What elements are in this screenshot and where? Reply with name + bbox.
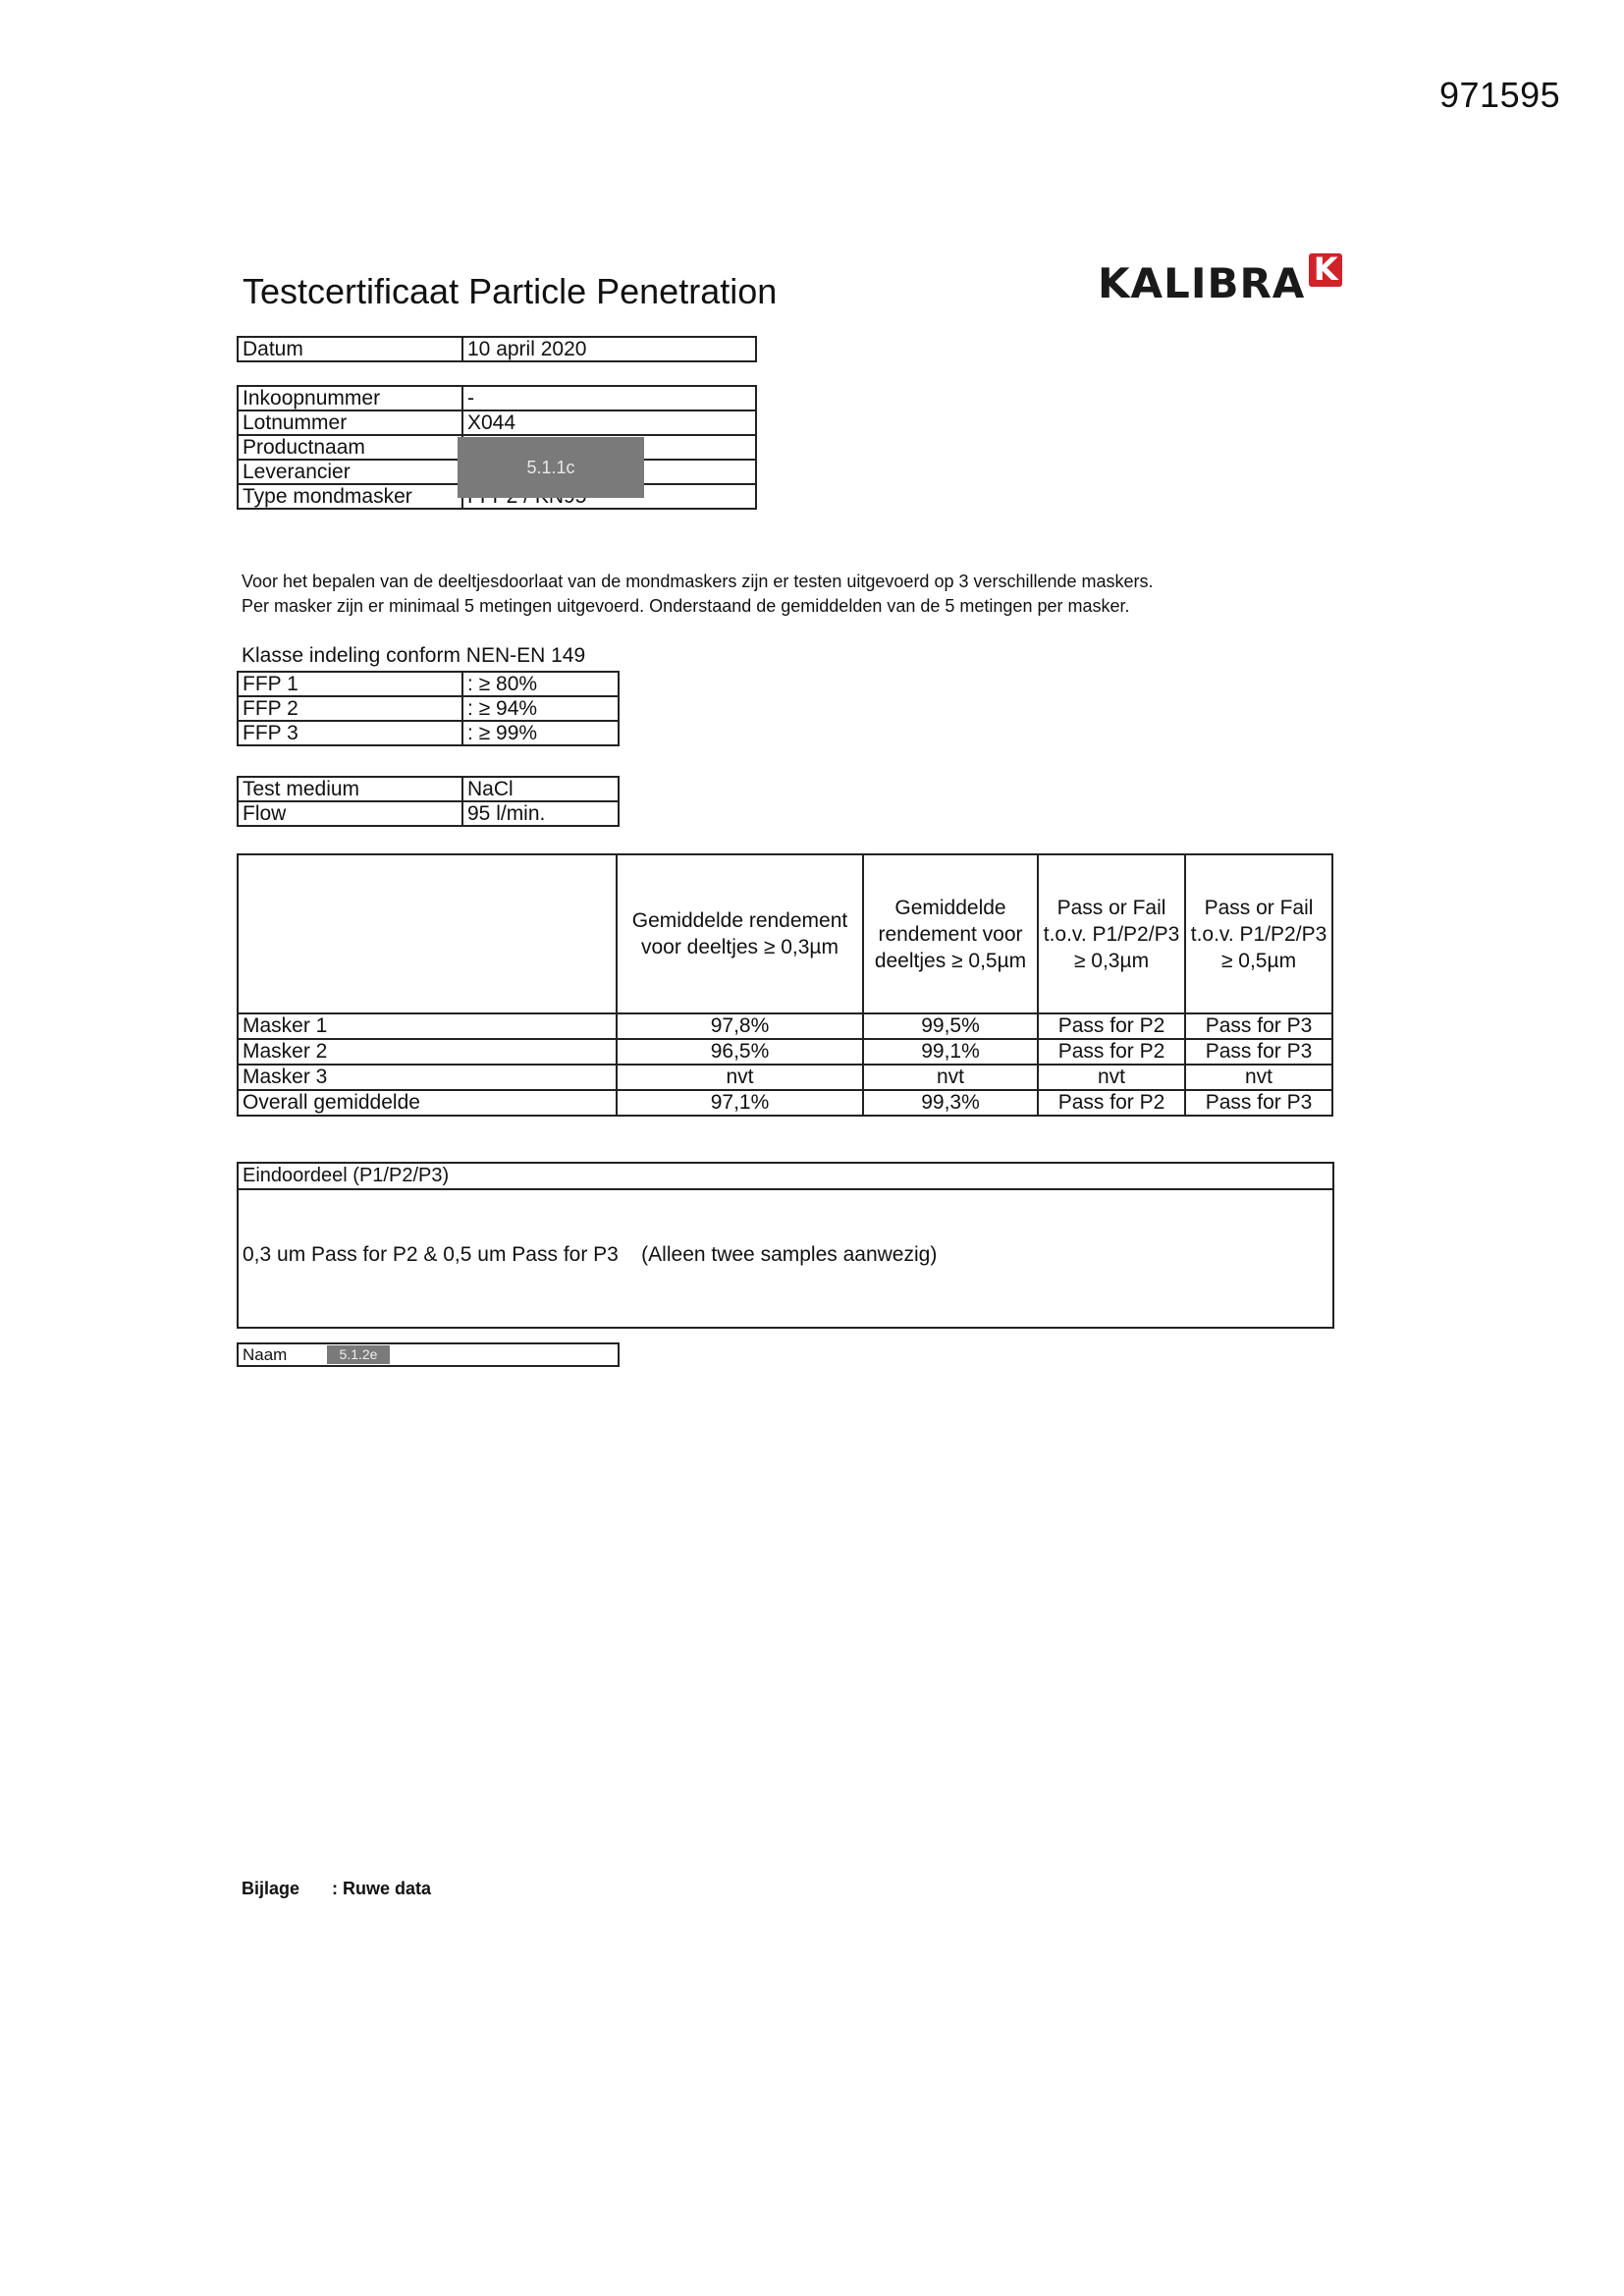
cell-pass-05: nvt xyxy=(1185,1065,1332,1090)
logo-text: KALIBRA xyxy=(1098,259,1306,307)
row-label: Masker 1 xyxy=(238,1013,617,1039)
condition-value: 95 l/min. xyxy=(462,801,619,826)
intro-line-1: Voor het bepalen van de deeltjesdoorlaat van de mondmaskers zijn er testen uitgevoerd op 3 verschillende maskers. xyxy=(242,572,1154,591)
product-info-label: Lotnummer xyxy=(238,410,462,435)
datum-label: Datum xyxy=(238,337,462,361)
cell-pass-05: Pass for P3 xyxy=(1185,1090,1332,1116)
results-header-pass-03: Pass or Fail t.o.v. P1/P2/P3 ≥ 0,3µm xyxy=(1038,854,1185,1013)
klasse-class: FFP 3 xyxy=(238,721,462,745)
product-info-value: X044 xyxy=(462,410,756,435)
results-header-row xyxy=(238,854,1332,1013)
results-header-05: Gemiddelde rendement voor deeltjes ≥ 0,5µm xyxy=(863,854,1038,1013)
cell-pass-03: Pass for P2 xyxy=(1038,1013,1185,1039)
cell-pass-05: Pass for P3 xyxy=(1185,1013,1332,1039)
naam-redaction: 5.1.2e xyxy=(327,1345,390,1364)
klasse-class: FFP 2 xyxy=(238,696,462,721)
row-label: Overall gemiddelde xyxy=(238,1090,617,1116)
klasse-threshold: : ≥ 99% xyxy=(462,721,619,745)
k-logo-icon xyxy=(1309,250,1342,288)
bijlage-value: : Ruwe data xyxy=(332,1879,432,1898)
redaction-box: 5.1.1c xyxy=(458,437,644,498)
cell-eff-03: 97,1% xyxy=(617,1090,863,1116)
table-row xyxy=(238,1013,1332,1039)
row-label: Masker 2 xyxy=(238,1039,617,1065)
condition-label: Test medium xyxy=(238,777,462,801)
cell-pass-03: nvt xyxy=(1038,1065,1185,1090)
table-row xyxy=(238,801,619,826)
results-header-empty xyxy=(238,854,617,1013)
row-label: Masker 3 xyxy=(238,1065,617,1090)
results-header-pass-05: Pass or Fail t.o.v. P1/P2/P3 ≥ 0,5µm xyxy=(1185,854,1332,1013)
document-number: 971595 xyxy=(1439,75,1561,115)
condition-value: NaCl xyxy=(462,777,619,801)
datum-table xyxy=(237,336,757,362)
cell-eff-05: 99,5% xyxy=(863,1013,1038,1039)
cell-eff-05: 99,3% xyxy=(863,1090,1038,1116)
table-row xyxy=(238,1090,1332,1116)
table-row xyxy=(238,386,756,410)
product-info-label: Inkoopnummer xyxy=(238,386,462,410)
cell-eff-05: 99,1% xyxy=(863,1039,1038,1065)
eindoordeel-label: Eindoordeel (P1/P2/P3) xyxy=(239,1164,1332,1190)
cell-eff-03: 97,8% xyxy=(617,1013,863,1039)
logo-mark: K xyxy=(1313,250,1338,288)
table-row xyxy=(238,721,619,745)
table-row xyxy=(238,1039,1332,1065)
naam-field xyxy=(237,1342,620,1367)
condition-label: Flow xyxy=(238,801,462,826)
klasse-threshold: : ≥ 94% xyxy=(462,696,619,721)
klasse-label: Klasse indeling conform NEN-EN 149 xyxy=(242,644,586,667)
table-row xyxy=(238,696,619,721)
product-info-value: - xyxy=(462,386,756,410)
klasse-class: FFP 1 xyxy=(238,672,462,696)
bijlage-label: Bijlage xyxy=(242,1879,300,1898)
cell-pass-03: Pass for P2 xyxy=(1038,1090,1185,1116)
results-table xyxy=(237,853,1333,1117)
table-row xyxy=(238,410,756,435)
naam-label: Naam xyxy=(243,1345,288,1364)
datum-row xyxy=(238,337,756,361)
eindoordeel-text: 0,3 um Pass for P2 & 0,5 um Pass for P3 (Alleen twee samples aanwezig) xyxy=(243,1243,938,1266)
klasse-threshold: : ≥ 80% xyxy=(462,672,619,696)
cell-pass-05: Pass for P3 xyxy=(1185,1039,1332,1065)
table-row xyxy=(238,777,619,801)
klasse-table xyxy=(237,671,620,746)
product-info-label: Productnaam xyxy=(238,435,462,460)
eindoordeel-box xyxy=(237,1162,1334,1329)
intro-paragraph xyxy=(242,570,1380,619)
intro-line-2: Per masker zijn er minimaal 5 metingen uitgevoerd. Onderstaand de gemiddelden van de 5 metingen per masker. xyxy=(242,596,1130,616)
page-title: Testcertificaat Particle Penetration xyxy=(243,271,778,311)
product-info-label: Leverancier xyxy=(238,460,462,484)
results-header-03: Gemiddelde rendement voor deeltjes ≥ 0,3µm xyxy=(617,854,863,1013)
table-row xyxy=(238,1065,1332,1090)
cell-eff-03: nvt xyxy=(617,1065,863,1090)
cell-pass-03: Pass for P2 xyxy=(1038,1039,1185,1065)
test-conditions-table xyxy=(237,776,620,827)
cell-eff-05: nvt xyxy=(863,1065,1038,1090)
kalibra-logo xyxy=(1098,250,1342,307)
datum-value: 10 april 2020 xyxy=(462,337,756,361)
product-info-label: Type mondmasker xyxy=(238,484,462,509)
table-row xyxy=(238,672,619,696)
cell-eff-03: 96,5% xyxy=(617,1039,863,1065)
